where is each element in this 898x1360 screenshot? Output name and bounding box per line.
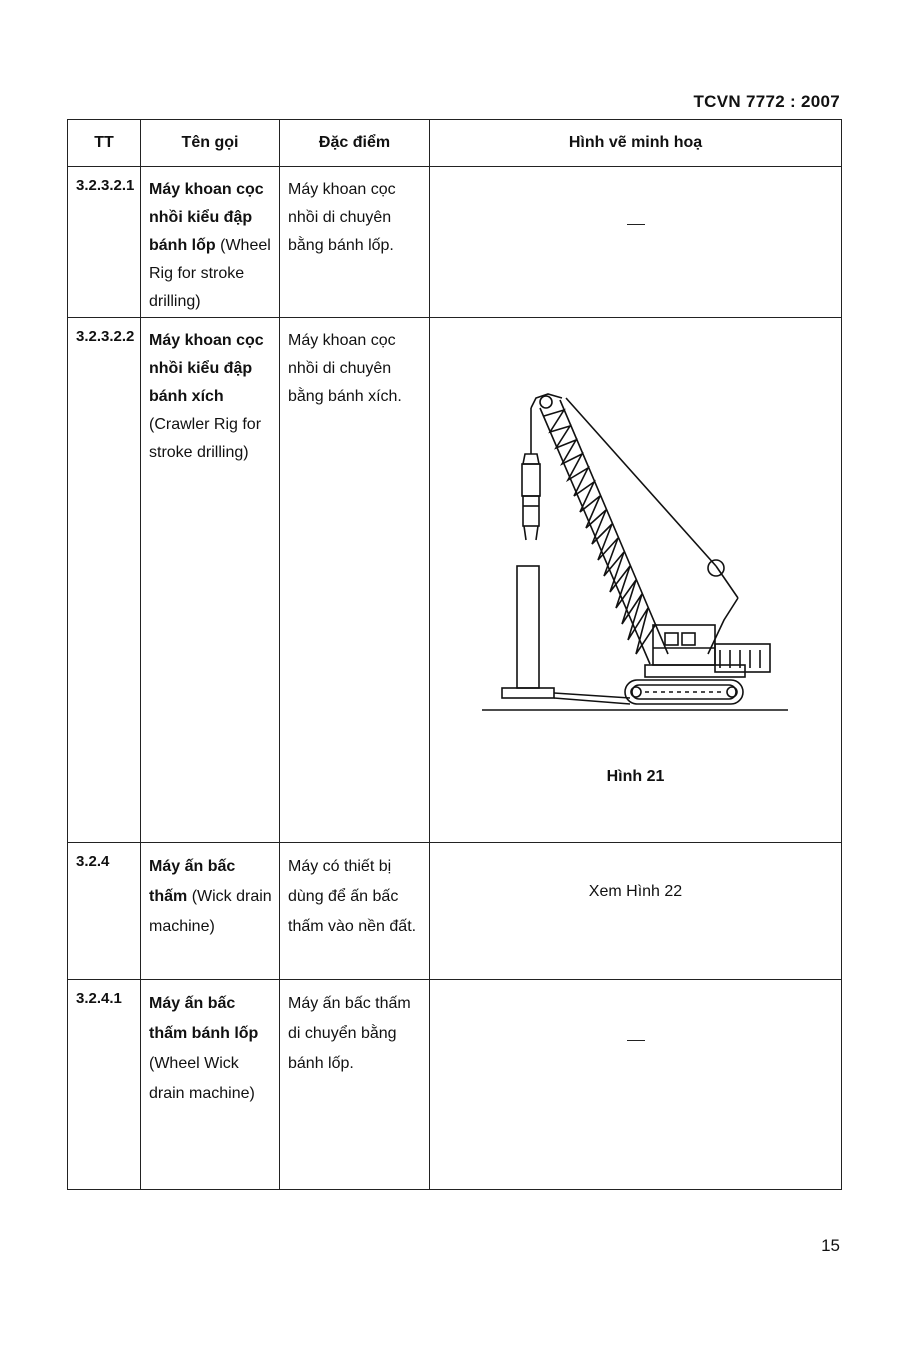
term-name (141, 318, 280, 843)
definition-table (67, 119, 842, 1190)
crawler-crane-drilling-rig-icon (480, 388, 790, 718)
illustration-cell (430, 980, 842, 1190)
term-feature: Máy khoan cọc nhồi di chuyên bằng bánh xích. (280, 318, 430, 843)
no-figure-dash (627, 224, 645, 225)
term-name-en: (Wick drain machine) (149, 888, 272, 935)
term-name-vi: Máy ấn bấc thấm (149, 858, 236, 905)
column-header-tt: TT (68, 120, 141, 167)
term-name-en: (Wheel Rig for stroke drilling) (149, 237, 271, 310)
table-row (68, 318, 842, 843)
figure-reference: Xem Hình 22 (588, 883, 683, 900)
column-header-features: Đặc điểm (280, 120, 430, 167)
term-name-vi: Máy khoan cọc nhồi kiểu đập bánh lốp (149, 181, 264, 254)
illustration-cell (430, 318, 842, 843)
term-name (141, 843, 280, 980)
table-header-row (68, 120, 842, 167)
no-figure-dash (627, 1040, 645, 1041)
row-number: 3.2.4.1 (68, 980, 141, 1190)
page-number: 15 (821, 1236, 840, 1255)
term-feature: Máy có thiết bị dùng để ấn bấc thấm vào nền đất. (280, 843, 430, 980)
row-number: 3.2.4 (68, 843, 141, 980)
table-row (68, 167, 842, 318)
column-header-illustration: Hình vẽ minh hoạ (430, 120, 842, 167)
row-number: 3.2.3.2.2 (68, 318, 141, 843)
standard-code: TCVN 7772 : 2007 (693, 92, 840, 111)
table-row (68, 980, 842, 1190)
column-header-name: Tên gọi (141, 120, 280, 167)
term-name (141, 167, 280, 318)
figure-caption: Hình 21 (606, 768, 665, 785)
term-name-en: (Crawler Rig for stroke drilling) (149, 416, 262, 461)
term-name-vi: Máy khoan cọc nhồi kiểu đập bánh xích (149, 332, 264, 405)
term-name-vi: Máy ấn bấc thấm bánh lốp (149, 995, 259, 1042)
illustration-cell (430, 843, 842, 980)
term-feature: Máy khoan cọc nhồi di chuyên bằng bánh lốp. (280, 167, 430, 318)
table-row (68, 843, 842, 980)
illustration-cell (430, 167, 842, 318)
term-name (141, 980, 280, 1190)
term-feature: Máy ấn bấc thấm di chuyển bằng bánh lốp. (280, 980, 430, 1190)
term-name-en: (Wheel Wick drain machine) (149, 1055, 255, 1102)
row-number: 3.2.3.2.1 (68, 167, 141, 318)
